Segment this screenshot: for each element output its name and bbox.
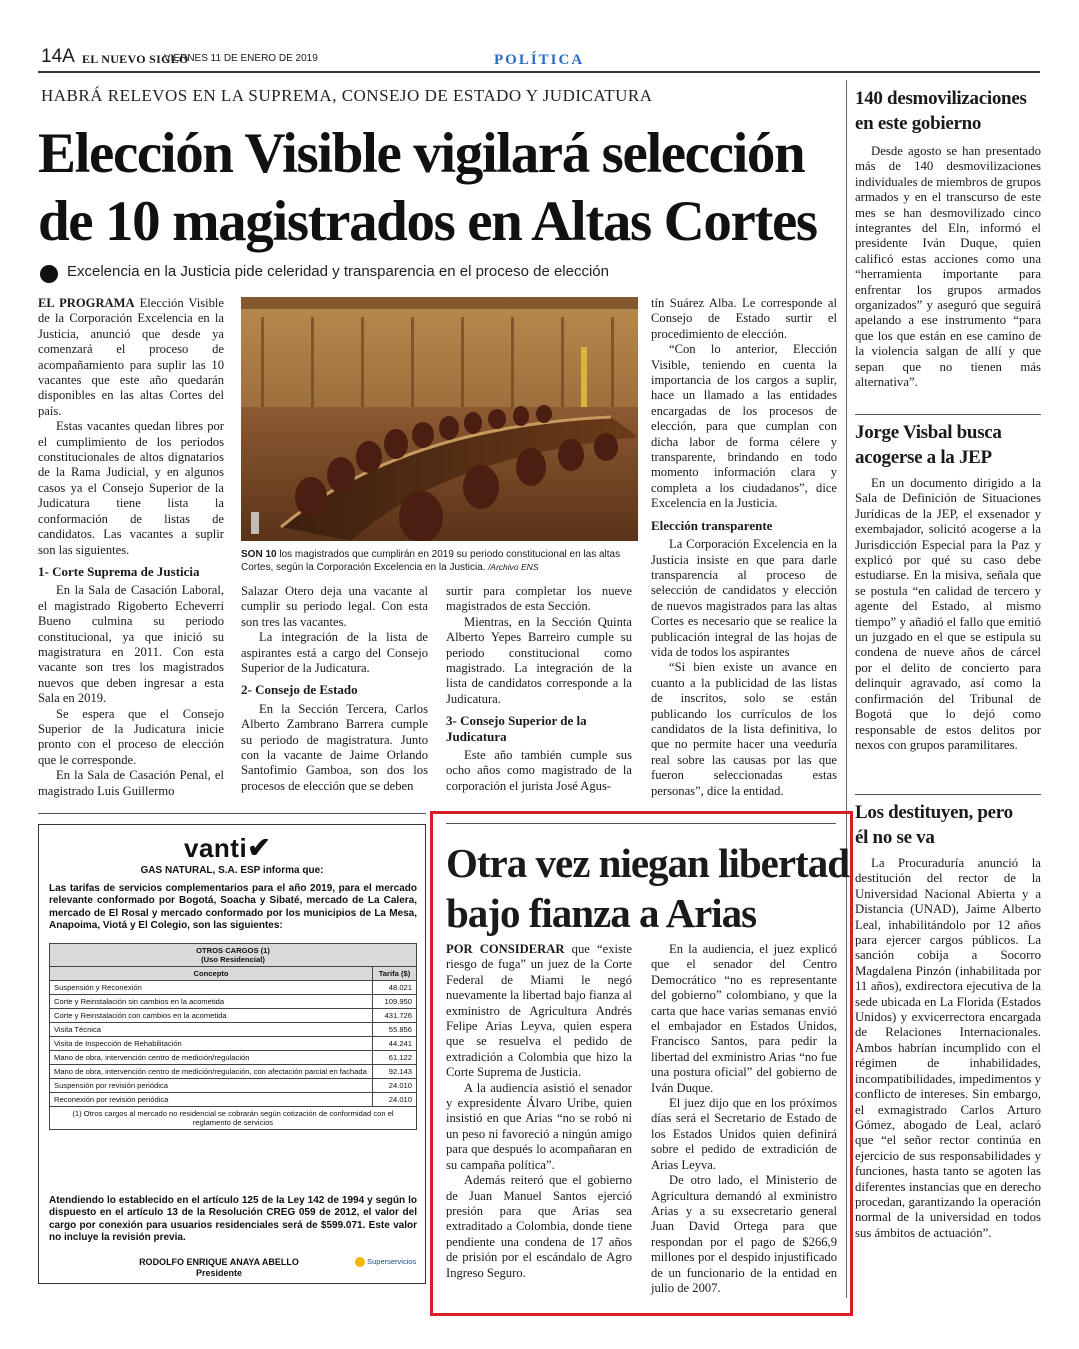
paragraph: Desde agosto se han presentado más de 140 desmovilizaciones individuales de miembros de grupos armados y en el transcurso de este mes se han desmovilizado cinco integrantes del Eln, informó el presidente Iván Duque, quien calificó estas acciones como una “herramienta importante para enfrentar los grupos armados organizados” y aseguró que seguirá apelando a ese instrumento “para que los que están en ese camino de la violencia salgan de allí y que sepan que no tienen más alternativa”.: [855, 144, 1041, 390]
paragraph: Salazar Otero deja una vacante al cumplir su periodo legal. Con esta son tres las vacantes.: [241, 584, 428, 629]
brief-divider: [855, 794, 1041, 795]
issue-date: VIERNES 11 DE ENERO DE 2019: [164, 53, 318, 64]
box-rule: [446, 823, 836, 824]
paragraph: En la Sala de Casación Laboral, el magistrado Rigoberto Echeverri Bueno culmina su periodo constitucional, ya que inició su magistratura en 2011. Con esta vacante son tres los magistrados nuevos que deben ingresar a esta Sala en 2019.: [38, 583, 224, 706]
paragraph: Estas vacantes quedan libres por el cumplimiento de los periodos constitucionales de altos dignatarios de la Rama Judicial, y en algunos casos ya el Consejo Superior de la Judicatura tiene lista la conformación de listas de candidatos. Las vacantes a suplir son las siguientes.: [38, 419, 224, 557]
paragraph: A la audiencia asistió el senador y expresidente Álvaro Uribe, quien insistió en que Arias “no se robó ni un peso ni favoreció a ningún amigo para que después lo acompañaran en su campaña política”.: [446, 1080, 632, 1172]
story-deck: Excelencia en la Justicia pide celeridad y transparencia en el proceso de elección: [67, 263, 609, 280]
deck-bullet-icon: [40, 265, 58, 283]
brief-divider: [855, 414, 1041, 415]
paragraph: “Si bien existe un avance en cuanto a la publicidad de las listas de inscritos, solo se están publicando los currículos de los candidatos de la lista definitiva, lo que no permite hacer una veeduría real sobre las causas por las que fueron seleccionadas estas personas”, dice la entidad.: [651, 660, 837, 798]
checkmark-icon: ✔: [247, 832, 272, 863]
paragraph: que “existe riesgo de fuga” un juez de la Corte Federal de Miami le negó nuevamente la libertad bajo fianza al exministro de Agricultura Andrés Felipe Arias Leyva, quien espera que se resuelva el pedido de extradición a Colombia que hizo la Corte Suprema de Justicia.: [446, 942, 632, 1080]
paragraph: Se espera que el Consejo Superior de la Judicatura inicie pronto con el proceso de elección que le corresponde.: [38, 706, 224, 767]
vanti-logo: [184, 831, 271, 864]
brand-name: vanti: [184, 833, 248, 863]
lead-in: POR CONSIDERAR: [446, 942, 565, 956]
ad-intro: Las tarifas de servicios complementarios para el año 2019, para el mercado relevante conformado por Bogotá, Soacha y Sibaté, mercado de La Calera, mercado de El Rosal y mercado conformado por los municipios de La Mesa, Anapoima, Viotá y El Colegio, son las siguientes:: [49, 883, 417, 932]
table-row: Visita de Inspección de Rehabilitación 44.241: [50, 1037, 417, 1051]
paragraph: “Con lo anterior, Elección Visible, teniendo en cuenta la importancia de los cargos a suplir, hace un llamado a las entidades encargadas de los procesos de elección, para que cumplan con dicha labor de forma célere y transparente, brindando en todo momento información clara y completa a los ciudadanos”, dice Excelencia en la Justicia.: [651, 342, 837, 511]
rates-table-wrap: [49, 943, 417, 1130]
caption-text: los magistrados que cumplirán en 2019 su periodo constitucional en las altas Cortes, según la Corporación Excelencia en la Justicia.: [241, 549, 621, 573]
paragraph: tín Suárez Alba. Le corresponde al Consejo de Estado surtir el procedimiento de elección.: [651, 296, 837, 341]
headline-line-1: Elección Visible vigilará selección: [38, 122, 805, 185]
vanti-advertisement: [38, 824, 426, 1284]
photo-caption: [241, 548, 638, 574]
paragraph: En la audiencia, el juez explicó que el senador del Centro Democrático “no es representante del gobierno” colombiano, y que la carta que hace varias semanas envió el embajador en Estados Unidos, Francisco Santos, para pedir la libertad del exministro Arias “no fue una postura oficial” del gobierno de Iván Duque.: [651, 942, 837, 1095]
photo-credit: /Archivo ENS: [485, 562, 539, 572]
story-column-3: [446, 584, 632, 794]
paragraph: surtir para completar los nueve magistrados de esta Sección.: [446, 584, 632, 614]
table-row: Corte y Reinstalación con cambios en la acometida 431.726: [50, 1009, 417, 1023]
box-headline-line-2: bajo fianza a Arias: [446, 890, 757, 936]
table-row: Mano de obra, intervención centro de medición/regulación, con afectación parcial en fachada 92.143: [50, 1065, 417, 1079]
story-column-2: [241, 584, 428, 794]
superservicios-logo: Superservicios: [355, 1257, 416, 1267]
header-rule: [38, 71, 1040, 73]
box-column-2: [651, 942, 837, 1296]
caption-lead: SON 10: [241, 549, 277, 560]
story-column-1: [38, 296, 224, 799]
lead-in: EL PROGRAMA: [38, 296, 135, 310]
subhead: 3- Consejo Superior de la Judicatura: [446, 713, 587, 744]
courtroom-photo: [241, 297, 638, 541]
paragraph: Elección Visible de la Corporación Excelencia en la Justicia, anunció que desde ya comenzará el proceso de acompañamiento para suplir las 10 vacantes que este año quedarán disponibles en las altas Cortes del país.: [38, 296, 224, 418]
superservicios-icon: [355, 1257, 365, 1267]
page-number: 14A: [41, 46, 75, 67]
subhead: 1- Corte Suprema de Justicia: [38, 563, 200, 579]
table-row: Corte y Reinstalación sin cambios en la acometida 109.950: [50, 995, 417, 1009]
headline-line-2: de 10 magistrados en Altas Cortes: [38, 190, 817, 253]
paragraph: La Procuraduría anunció la destitución del rector de la Universidad Nacional Abierta y a Distancia (UNAD), Jaime Alberto Leal, inhabilitándolo por 12 años para ejercer cargos públicos. La sanción cobija a Socorro Magdalena Pinzón (inhabilitada por 11 años), exdirectora ejecutiva de la sede ubicada en La Florida (Estados Unidos) y exvicerrectora encargada de Relaciones Internacionales. Ambos habrían incumplido con el régimen de inhabilidades, incompatibilidades, impedimentos y conflicto de intereses. Sin embargo, el exmagistrado Carlos Arturo Gómez, abogado de Leal, aclaró que “el señor rector continúa en ejercicio de sus responsabilidades y funciones, hasta tanto se agoten las diferentes instancias que en derecho procedan, garantizando la operación normal de la universidad en todos sus ámbitos de actuación”.: [855, 856, 1041, 1240]
table-row: Suspensión por revisión periódica 24.010: [50, 1079, 417, 1093]
subhead: 2- Consejo de Estado: [241, 682, 358, 698]
ad-signer: RODOLFO ENRIQUE ANAYA ABELLO Presidente: [139, 1257, 299, 1278]
story-kicker: HABRÁ RELEVOS EN LA SUPREMA, CONSEJO DE ESTADO Y JUDICATURA: [41, 86, 653, 105]
paragraph: La integración de la lista de aspirantes está a cargo del Consejo Superior de la Judicatura.: [241, 630, 428, 676]
paragraph: De otro lado, el Ministerio de Agricultura demandó al exministro Arias y a su exsecretario general Juan David Ortega para que respondan por el pago de $266,9 millones por el despido injustificado de un funcionario de la entidad en julio de 2007.: [651, 1173, 837, 1295]
column-header-rate: Tarifa ($): [373, 967, 417, 981]
paragraph: Este año también cumple sus ocho años como magistrado de la corporación el jurista José Agus-: [446, 748, 632, 793]
table-title: OTROS CARGOS (1) (Uso Residencial): [50, 944, 417, 967]
paragraph: La Corporación Excelencia en la Justicia insiste en que para darle transparencia al proceso de selección de candidatos y elección de nuevos magistrados para las altas Cortes es necesario que se realice la publicación integral de las hojas de vida de todos los aspirantes: [651, 537, 837, 659]
paragraph: Además reiteró que el gobierno de Juan Manuel Santos ejerció presión para que Arias sea extraditado a Colombia, donde tiene pendiente una condena de 17 años de prisión por el escándalo de Agro Ingreso Seguro.: [446, 1173, 632, 1280]
column-header-concept: Concepto: [50, 967, 373, 981]
paragraph: En la Sección Tercera, Carlos Alberto Zambrano Barrera cumple su periodo de magistratura. Junto con la vacante de Jaime Orlando Santofimio Gamboa, son dos los procesos de elección que se deben: [241, 701, 428, 793]
ad-company: GAS NATURAL, S.A. ESP informa que:: [140, 865, 324, 876]
brief-1-title: 140 desmovilizaciones en este gobierno: [855, 88, 1027, 134]
brief-2-text: [855, 476, 1041, 753]
story-column-4: [651, 296, 837, 799]
paragraph: En un documento dirigido a la Sala de Definición de Situaciones Jurídicas de la JEP, el exsenador y exembajador, solicitó acogerse a la Jurisdicción Especial para la Paz y explicó por qué su caso debe estudiarse. En la misiva, señala que se postula “en calidad de tercero y agente del Estado, al mismo tiempo” y añadió el fallo que emitió un juzgado en el que se estipula su condena de nueve años de cárcel por el delito de concierto para delinquir agravado, así como la confirmación del Tribunal de Bogotá que lo dejó como responsable de estos delitos por nexos con grupos paramilitares.: [855, 476, 1041, 752]
subhead: Elección transparente: [651, 517, 773, 533]
table-row: Reconexión por revisión periódica 24.010: [50, 1093, 417, 1107]
paragraph: En la Sala de Casación Penal, el magistrado Luis Guillermo: [38, 768, 224, 798]
box-headline-line-1: Otra vez niegan libertad: [446, 840, 850, 886]
brief-3-text: [855, 856, 1041, 1241]
table-row: Visita Técnica 55.856: [50, 1023, 417, 1037]
box-column-1: [446, 942, 632, 1281]
brief-2-title: Jorge Visbal busca acogerse a la JEP: [855, 422, 1002, 468]
ad-top-rule: [38, 813, 426, 814]
section-name: POLÍTICA: [494, 52, 585, 68]
brief-1-text: [855, 144, 1041, 391]
brief-3-title: Los destituyen, pero él no se va: [855, 802, 1013, 848]
paragraph: Mientras, en la Sección Quinta Alberto Yepes Barreiro cumple su periodo constitucional como magistrado. La integración de la lista de candidatos corresponde a la Judicatura.: [446, 614, 632, 706]
newspaper-name: EL NUEVO SIGLO: [82, 52, 189, 66]
table-row: Suspensión y Reconexión 48.021: [50, 981, 417, 995]
table-row: Mano de obra, intervención centro de medición/regulación 61.122: [50, 1051, 417, 1065]
ad-footer: Atendiendo lo establecido en el artículo 125 de la Ley 142 de 1994 y según lo dispuesto en el artículo 13 de la Resolución CREG 059 de 2012, el valor del cargo por conexión para usuarios residenciales será de $599.071. Este valor no incluye la revisión previa.: [49, 1195, 417, 1244]
table-note: (1) Otros cargos al mercado no residencial se cobrarán según cotización de conformidad con el reglamento de servicios: [50, 1107, 417, 1130]
paragraph: El juez dijo que en los próximos días será el Secretario de Estado de los Estados Unidos quien definirá sobre el pedido de extradición de Arias Leyva.: [651, 1096, 837, 1172]
rates-table: [49, 943, 417, 1130]
